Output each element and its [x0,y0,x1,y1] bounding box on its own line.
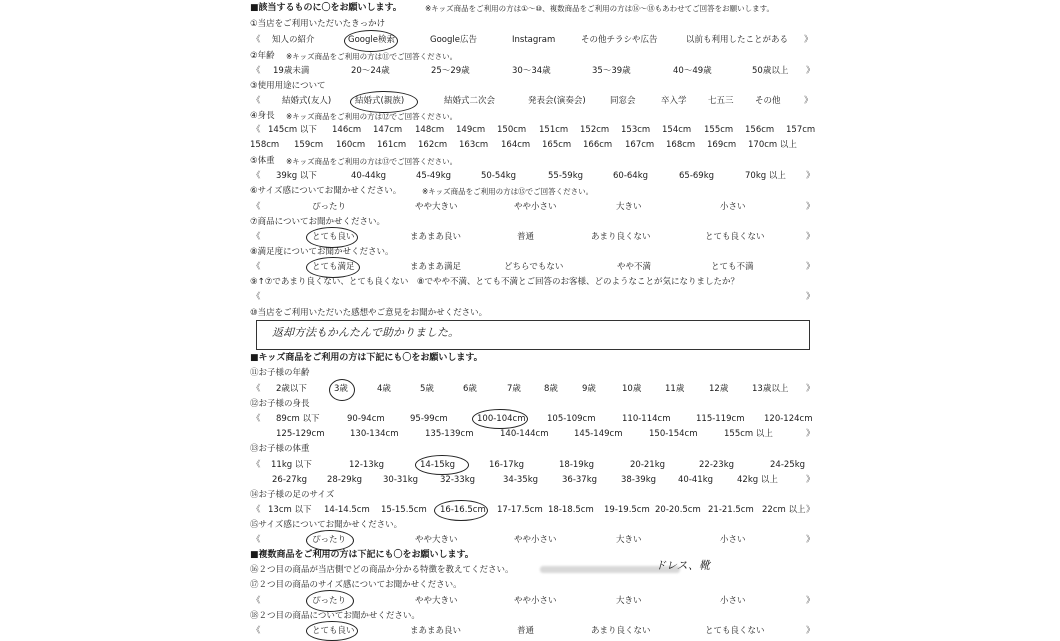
q4-option[interactable]: 155cm [704,125,734,135]
q12-option[interactable]: 125-129cm [276,429,325,439]
q14-option[interactable]: 14-14.5cm [324,505,370,515]
q13-option[interactable]: 12-13kg [349,460,385,470]
q11-option[interactable]: 2歳以下 [276,384,307,394]
q5-note: ※キッズ商品をご利用の方は⑬でご回答ください。 [286,157,458,166]
q13-option[interactable]: 36-37kg [562,475,598,485]
q8-option[interactable]: どちらでもない [504,262,564,272]
bracket-open: 《 [252,414,261,424]
q4-option[interactable]: 163cm [459,140,489,150]
q2-option[interactable]: 40〜49歳 [673,66,712,76]
bracket-open: 《 [252,66,261,76]
q6-option[interactable]: ぴったり [312,202,347,212]
answer-circle [306,590,354,612]
q14-option[interactable]: 15-15.5cm [381,505,427,515]
q12-option[interactable]: 110-114cm [622,414,671,424]
q8-option[interactable]: とても満足 [312,262,355,272]
q4-option[interactable]: 162cm [418,140,448,150]
q4-label: ④身長 [250,111,275,121]
q12-option[interactable]: 130-134cm [350,429,399,439]
bracket-close: 》 [806,475,815,485]
q15-option[interactable]: やや大きい [415,535,458,545]
q11-option[interactable]: 7歳 [507,384,521,394]
q13-option[interactable]: 14-15kg [420,460,456,470]
q1-option[interactable]: 以前も利用したことがある [686,35,789,45]
bracket-open: 《 [252,292,261,302]
q4-option[interactable]: 148cm [415,125,445,135]
bracket-open: 《 [252,171,261,181]
q3-option[interactable]: 発表会(演奏会) [528,96,586,106]
bracket-close: 》 [806,384,815,394]
q7-option[interactable]: まあまあ良い [410,232,462,242]
q3-option[interactable]: その他 [755,96,781,106]
q4-option[interactable]: 164cm [501,140,531,150]
bracket-close: 》 [804,35,813,45]
bracket-close: 》 [806,202,815,212]
q8-label: ⑧満足度についてお聞かせください。 [250,247,394,257]
q8-option[interactable]: まあまあ満足 [410,262,462,272]
q13-option[interactable]: 18-19kg [559,460,595,470]
q5-option[interactable]: 70kg 以上 [745,171,786,181]
q5-option[interactable]: 60-64kg [613,171,649,181]
q13-option[interactable]: 34-35kg [503,475,539,485]
q2-label: ②年齢 [250,51,275,61]
q13-option[interactable]: 26-27kg [272,475,308,485]
q14-option[interactable]: 13cm 以下 [268,505,312,515]
q11-option[interactable]: 5歳 [420,384,434,394]
q3-option[interactable]: 七五三 [708,96,734,106]
q4-option[interactable]: 152cm [580,125,610,135]
q13-option[interactable]: 32-33kg [440,475,476,485]
q3-option[interactable]: 結婚式(友人) [282,96,332,106]
bracket-close: 》 [806,626,815,636]
q2-note: ※キッズ商品をご利用の方は⑪でご回答ください。 [286,52,458,61]
q1-option[interactable]: Google広告 [430,35,477,45]
q6-option[interactable]: 大きい [616,202,642,212]
q4-note: ※キッズ商品をご利用の方は⑫でご回答ください。 [286,112,458,121]
q5-option[interactable]: 39kg 以下 [276,171,317,181]
q12-option[interactable]: 115-119cm [696,414,745,424]
q11-option[interactable]: 10歳 [622,384,642,394]
q7-option[interactable]: 普通 [517,232,535,242]
q4-option[interactable]: 169cm [707,140,737,150]
header-note: ※キッズ商品をご利用の方は①〜⑩、複数商品をご利用の方は⑯〜⑱もあわせてご回答をお願いします。 [425,4,774,13]
q3-label: ③使用用途について [250,81,326,91]
bracket-close: 》 [806,171,815,181]
bracket-open: 《 [252,262,261,272]
q10-label: ⑩当店をご利用いただいた感想やご意見をお聞かせください。 [250,308,488,318]
q4-option[interactable]: 156cm [745,125,775,135]
q4-option[interactable]: 158cm [250,140,280,150]
q6-note: ※キッズ商品をご利用の方は⑮でご回答ください。 [422,187,594,196]
q15-option[interactable]: やや小さい [514,535,557,545]
q13-option[interactable]: 38-39kg [621,475,657,485]
q14-option[interactable]: 17-17.5cm [497,505,543,515]
q18-option[interactable]: まあまあ良い [410,626,462,636]
q14-label: ⑭お子様の足のサイズ [250,490,335,500]
answer-circle [306,227,358,248]
q6-option[interactable]: やや小さい [514,202,557,212]
q18-label: ⑱２つ目の商品についてお聞かせください。 [250,611,420,621]
q12-option[interactable]: 150-154cm [649,429,698,439]
q17-option[interactable]: 小さい [720,596,746,606]
bracket-open: 《 [252,535,261,545]
q17-label: ⑰２つ目の商品のサイズ感についてお聞かせください。 [250,580,462,590]
bracket-open: 《 [252,460,261,470]
q5-option[interactable]: 45-49kg [416,171,452,181]
q12-option[interactable]: 155cm 以上 [724,429,773,439]
section-header: ■該当するものに〇をお願いします。 [250,3,402,13]
q18-option[interactable]: とても良い [312,626,355,636]
q13-option[interactable]: 22-23kg [699,460,735,470]
q12-option[interactable]: 145-149cm [574,429,623,439]
q8-option[interactable]: やや不満 [617,262,652,272]
q1-option[interactable]: 知人の紹介 [272,35,315,45]
q1-option[interactable]: Google検索 [348,35,395,45]
q12-option[interactable]: 140-144cm [500,429,549,439]
q14-option[interactable]: 21-21.5cm [708,505,754,515]
q17-option[interactable]: やや大きい [415,596,458,606]
q11-option[interactable]: 11歳 [665,384,685,394]
q4-option[interactable]: 157cm [786,125,816,135]
q4-option[interactable]: 159cm [294,140,324,150]
q12-option[interactable]: 135-139cm [425,429,474,439]
q5-option[interactable]: 40-44kg [351,171,387,181]
q4-option[interactable]: 170cm 以上 [748,140,797,150]
bracket-close: 》 [806,429,815,439]
q13-option[interactable]: 11kg 以下 [271,460,312,470]
q4-option[interactable]: 149cm [456,125,486,135]
q17-option[interactable]: やや小さい [514,596,557,606]
bracket-close: 》 [806,232,815,242]
q7-option[interactable]: とても良くない [705,232,765,242]
q18-option[interactable]: 普通 [517,626,535,636]
kids-section-header: ■キッズ商品をご利用の方は下記にも〇をお願いします。 [250,353,483,363]
q12-option[interactable]: 89cm 以下 [276,414,320,424]
bracket-close: 》 [806,505,815,515]
q2-option[interactable]: 25〜29歳 [431,66,470,76]
q2-option[interactable]: 30〜34歳 [512,66,551,76]
answer-circle [329,379,355,401]
answer-circle [472,409,528,429]
q1-option[interactable]: Instagram [512,35,556,45]
q15-option[interactable]: ぴったり [312,535,347,545]
q2-option[interactable]: 19歳未満 [273,66,310,76]
q3-option[interactable]: 同窓会 [610,96,636,106]
q12-option[interactable]: 120-124cm [764,414,813,424]
answer-circle [306,257,360,278]
bracket-close: 》 [806,66,815,76]
q5-label: ⑤体重 [250,156,275,166]
q14-option[interactable]: 20-20.5cm [655,505,701,515]
q11-option[interactable]: 8歳 [544,384,558,394]
q13-option[interactable]: 30-31kg [383,475,419,485]
q14-option[interactable]: 19-19.5cm [604,505,650,515]
answer-circle [344,30,398,52]
q2-option[interactable]: 50歳以上 [752,66,789,76]
q4-option[interactable]: 153cm [621,125,651,135]
q13-option[interactable]: 16-17kg [489,460,525,470]
q6-label: ⑥サイズ感についてお聞かせください。 [250,186,402,196]
q4-option[interactable]: 146cm [332,125,362,135]
q4-option[interactable]: 161cm [377,140,407,150]
q13-option[interactable]: 20-21kg [630,460,666,470]
q14-option[interactable]: 22cm 以上 [762,505,806,515]
q13-option[interactable]: 24-25kg [770,460,806,470]
q12-option[interactable]: 100-104cm [477,414,526,424]
bracket-open: 《 [252,96,261,106]
answer-circle [350,91,418,113]
q4-option[interactable]: 167cm [625,140,655,150]
q1-option[interactable]: その他チラシや広告 [581,35,658,45]
q15-option[interactable]: 大きい [616,535,642,545]
bracket-close: 》 [804,96,813,106]
q12-label: ⑫お子様の身長 [250,399,310,409]
q4-option[interactable]: 154cm [662,125,692,135]
q11-option[interactable]: 4歳 [377,384,391,394]
bracket-close: 》 [806,596,815,606]
bracket-open: 《 [252,35,261,45]
q15-label: ⑮サイズ感についてお聞かせください。 [250,520,403,530]
q4-option[interactable]: 165cm [542,140,572,150]
q12-option[interactable]: 105-109cm [547,414,596,424]
q4-option[interactable]: 150cm [497,125,527,135]
q17-option[interactable]: 大きい [616,596,642,606]
q1-label: ①当店をご利用いただいたきっかけ [250,19,386,29]
answer-circle [306,621,358,641]
q2-option[interactable]: 20〜24歳 [351,66,390,76]
q13-label: ⑬お子様の体重 [250,444,310,454]
q6-option[interactable]: やや大きい [415,202,458,212]
q13-option[interactable]: 42kg 以上 [737,475,778,485]
q7-label: ⑦商品についてお聞かせください。 [250,217,385,227]
q3-option[interactable]: 卒入学 [661,96,687,106]
q11-option[interactable]: 6歳 [463,384,477,394]
q12-option[interactable]: 95-99cm [410,414,448,424]
q3-option[interactable]: 結婚式(親族) [355,96,405,106]
q18-option[interactable]: とても良くない [705,626,765,636]
q14-option[interactable]: 16-16.5cm [440,505,486,515]
q16-answer: ドレス、靴 [655,559,710,572]
q5-option[interactable]: 65-69kg [679,171,715,181]
multi-section-header: ■複数商品をご利用の方は下記にも〇をお願いします。 [250,550,474,560]
q9-label: ⑨↑⑦であまり良くない、とても良くない ⑧でやや不満、とても不満とご回答のお客様、どのようなことが気になりましたか？ [250,277,739,287]
q11-option[interactable]: 3歳 [334,384,348,394]
bracket-close: 》 [806,292,815,302]
bracket-open: 《 [252,626,261,636]
q5-option[interactable]: 55-59kg [548,171,584,181]
q4-option[interactable]: 160cm [336,140,366,150]
q17-option[interactable]: ぴったり [312,596,347,606]
q14-option[interactable]: 18-18.5cm [548,505,594,515]
comment-answer: 返却方法もかんたんで助かりました。 [272,326,459,339]
bracket-close: 》 [806,262,815,272]
answer-circle [415,455,469,475]
q12-option[interactable]: 90-94cm [347,414,385,424]
q2-option[interactable]: 35〜39歳 [592,66,631,76]
q11-option[interactable]: 9歳 [582,384,596,394]
q11-label: ⑪お子様の年齢 [250,368,310,378]
q4-option[interactable]: 168cm [666,140,696,150]
q16-label: ⑯２つ目の商品が当店側でどの商品か分かる特徴を教えてください。 [250,565,514,575]
bracket-open: 《 [252,202,261,212]
bracket-open: 《 [252,596,261,606]
bracket-close: 》 [806,535,815,545]
answer-circle [306,530,354,551]
bracket-open: 《 [252,505,261,515]
q13-option[interactable]: 28-29kg [327,475,363,485]
q3-option[interactable]: 結婚式二次会 [444,96,496,106]
q4-option[interactable]: 147cm [373,125,403,135]
q4-option[interactable]: 151cm [539,125,569,135]
q4-option[interactable]: 166cm [583,140,613,150]
q5-option[interactable]: 50-54kg [481,171,517,181]
q13-option[interactable]: 40-41kg [678,475,714,485]
answer-circle [434,500,488,521]
bracket-open: 《 [252,232,261,242]
q11-option[interactable]: 12歳 [709,384,729,394]
bracket-open: 《 [252,384,261,394]
q8-option[interactable]: とても不満 [711,262,754,272]
q4-option[interactable]: 145cm 以下 [268,125,317,135]
bracket-open: 《 [252,125,261,135]
q18-option[interactable]: あまり良くない [591,626,651,636]
q11-option[interactable]: 13歳以上 [752,384,789,394]
q6-option[interactable]: 小さい [720,202,746,212]
q7-option[interactable]: とても良い [312,232,355,242]
q15-option[interactable]: 小さい [720,535,746,545]
q7-option[interactable]: あまり良くない [591,232,651,242]
